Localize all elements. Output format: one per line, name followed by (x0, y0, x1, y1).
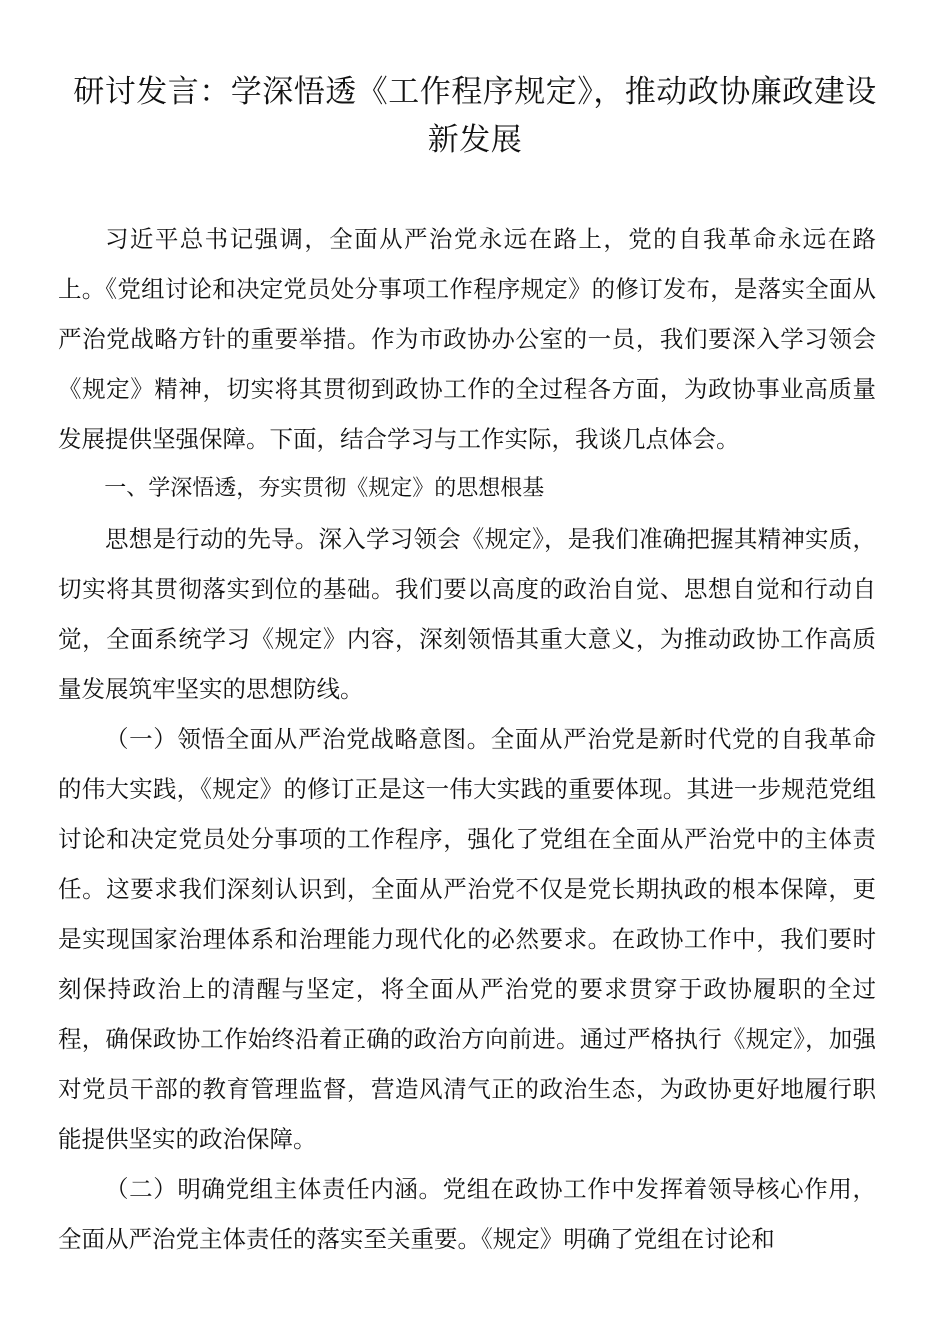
document-title: 研讨发言：学深悟透《工作程序规定》，推动政协廉政建设新发展 (73, 74, 877, 158)
paragraph-subsection-2: （二）明确党组主体责任内涵。党组在政协工作中发挥着领导核心作用，全面从严治党主体责任的落实至关重要。《规定》明确了党组在讨论和 (58, 1175, 876, 1253)
paragraph-section-1: 思想是行动的先导。深入学习领会《规定》，是我们准确把握其精神实质，切实将其贯彻落实到位的基础。我们要以高度的政治自觉、思想自觉和行动自觉，全面系统学习《规定》内容，深刻领悟其重大意义，为推动政协工作高质量发展筑牢坚实的思想防线。 (58, 525, 876, 703)
paragraph-subsection-1: （一）领悟全面从严治党战略意图。全面从严治党是新时代党的自我革命的伟大实践，《规定》的修订正是这一伟大实践的重要体现。其进一步规范党组讨论和决定党员处分事项的工作程序，强化了党组在全面从严治党中的主体责任。这要求我们深刻认识到，全面从严治党不仅是党长期执政的根本保障，更是实现国家治理体系和治理能力现代化的必然要求。在政协工作中，我们要时刻保持政治上的清醒与坚定，将全面从严治党的要求贯穿于政协履职的全过程，确保政协工作始终沿着正确的政治方向前进。通过严格执行《规定》，加强对党员干部的教育管理监督，营造风清气正的政治生态，为政协更好地履行职能提供坚实的政治保障。 (58, 725, 876, 1153)
section-heading-1: 一、学深悟透，夯实贯彻《规定》的思想根基 (104, 476, 545, 501)
paragraph-intro: 习近平总书记强调，全面从严治党永远在路上，党的自我革命永远在路上。《党组讨论和决定党员处分事项工作程序规定》的修订发布，是落实全面从严治党战略方针的重要举措。作为市政协办公室的一员，我们要深入学习领会《规定》精神，切实将其贯彻到政协工作的全过程各方面，为政协事业高质量发展提供坚强保障。下面，结合学习与工作实际，我谈几点体会。 (58, 225, 876, 453)
document-body (58, 214, 876, 1264)
